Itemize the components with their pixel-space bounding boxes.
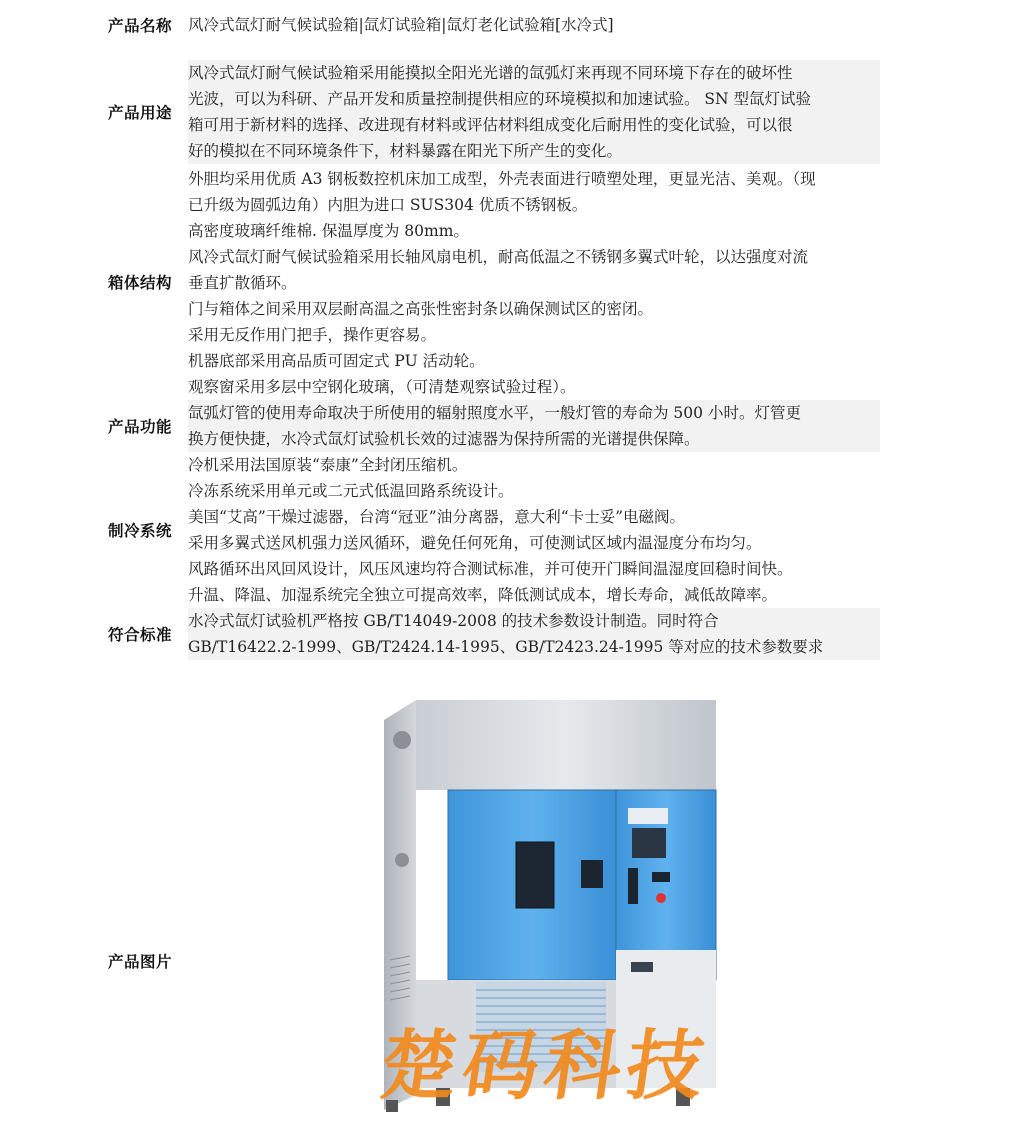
structure-line: 观察窗采用多层中空钢化玻璃，（可清楚观察试验过程）。 <box>188 378 576 396</box>
row-product-image <box>108 700 880 1120</box>
structure-line: 风冷式氙灯耐气候试验箱采用长轴风扇电机，耐高低温之不锈钢多翼式叶轮，以达强度对流 <box>188 248 809 266</box>
cooling-line: 风路循环出风回风设计，风压风速均符合测试标准，并可使开门瞬间温湿度回稳时间快。 <box>188 560 793 578</box>
function-line: 换方便快捷，水冷式氙灯试验机长效的过滤器为保持所需的光谱提供保障。 <box>188 430 700 448</box>
row-product-name <box>108 0 880 50</box>
use-line: 光波，可以为科研、产品开发和质量控制提供相应的环境模拟和加速试验。 SN 型氙灯试验 <box>188 90 812 108</box>
product-name-text: 风冷式氙灯耐气候试验箱|氙灯试验箱|氙灯老化试验箱[水冷式] <box>188 16 614 34</box>
product-function-text <box>188 400 880 452</box>
label-product-use: 产品用途 <box>108 104 173 122</box>
label-product-function: 产品功能 <box>108 418 173 436</box>
structure-line: 机器底部采用高品质可固定式 PU 活动轮。 <box>188 352 485 370</box>
label-cooling-system: 制冷系统 <box>108 522 173 540</box>
cooling-line: 美国“艾高”干燥过滤器，台湾“冠亚”油分离器，意大利“卡士妥”电磁阀。 <box>188 508 686 526</box>
label-product-name: 产品名称 <box>108 17 173 35</box>
row-cabinet-structure <box>108 164 880 400</box>
cooling-line: 冷机采用法国原装“泰康”全封闭压缩机。 <box>188 456 468 474</box>
structure-line: 高密度玻璃纤维棉. 保温厚度为 80mm。 <box>188 222 469 240</box>
cooling-system-text <box>188 452 880 608</box>
structure-line: 门与箱体之间采用双层耐高温之高张性密封条以确保测试区的密闭。 <box>188 300 654 318</box>
structure-line: 采用无反作用门把手，操作更容易。 <box>188 326 437 344</box>
row-product-use <box>108 60 880 164</box>
use-line: 风冷式氙灯耐气候试验箱采用能摸拟全阳光光谱的氙弧灯来再现不同环境下存在的破坏性 <box>188 64 793 82</box>
standard-line: GB/T16422.2-1999、GB/T2424.14-1995、GB/T2423.24-1995 等对应的技术参数要求 <box>188 638 824 656</box>
label-cabinet-structure: 箱体结构 <box>108 274 173 292</box>
row-standards <box>108 608 880 660</box>
use-line: 好的模拟在不同环境条件下，材料暴露在阳光下所产生的变化。 <box>188 142 623 160</box>
label-standards: 符合标准 <box>108 626 173 644</box>
label-product-image: 产品图片 <box>108 953 173 971</box>
row-product-function <box>108 400 880 452</box>
cooling-line: 冷冻系统采用单元或二元式低温回路系统设计。 <box>188 482 514 500</box>
standard-line: 水冷式氙灯试验机严格按 GB/T14049-2008 的技术参数设计制造。同时符合 <box>188 612 719 630</box>
structure-line: 垂直扩散循环。 <box>188 274 297 292</box>
standards-text <box>188 608 880 660</box>
function-line: 氙弧灯管的使用寿命取决于所使用的辐射照度水平，一般灯管的寿命为 500 小时。灯管更 <box>188 404 801 422</box>
structure-line: 已升级为圆弧边角）内胆为进口 SUS304 优质不锈钢板。 <box>188 196 588 214</box>
cooling-line: 升温、降温、加湿系统完全独立可提高效率，降低测试成本，增长寿命，减低故障率。 <box>188 586 778 604</box>
structure-line: 外胆均采用优质 A3 钢板数控机床加工成型，外壳表面进行喷塑处理，更显光洁、美观。（现 <box>188 170 816 188</box>
row-cooling-system <box>108 452 880 608</box>
product-use-text <box>188 60 880 164</box>
cabinet-structure-text <box>188 164 880 400</box>
brand-watermark: 楚码科技 <box>374 1021 716 1110</box>
spec-table <box>108 0 880 660</box>
use-line: 箱可用于新材料的选择、改进现有材料或评估材料组成变化后耐用性的变化试验，可以很 <box>188 116 793 134</box>
cooling-line: 采用多翼式送风机强力送风循环，避免任何死角，可使测试区域内温湿度分布均匀。 <box>188 534 762 552</box>
